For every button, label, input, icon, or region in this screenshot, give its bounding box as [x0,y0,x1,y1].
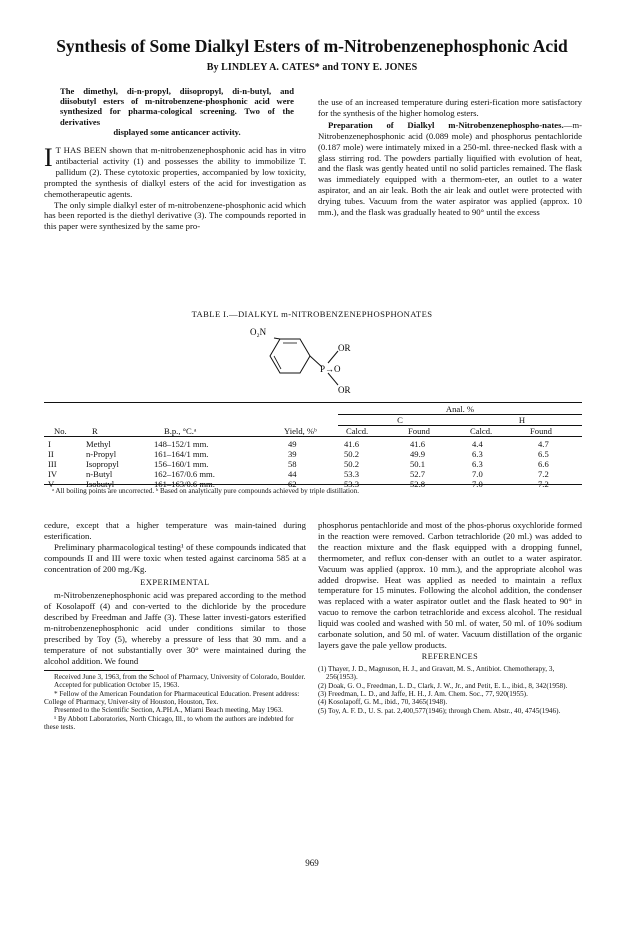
cell-c-found: 52.8 [410,479,426,489]
cell-h-calcd: 7.0 [472,469,483,479]
cell-no: II [48,449,54,459]
reference-item: (3) Freedman, L. D., and Jaffe, H. H., J. Am. Chem. Soc., 77, 920(1955). [318,690,528,698]
nitro-bond [274,338,280,339]
hydrogen-label: H [462,415,582,426]
header-cell: Found [522,426,582,437]
header-cell: Calcd. [462,426,522,437]
cell-no: IV [48,469,58,479]
preparation-paragraph [318,120,582,218]
cell-h-found: 6.5 [538,449,549,459]
intro-text-1: shown that m-nitrobenzenephosphonic acid has in vitro antibacterial activity (1) and possesses the ability to immobilize T. pallidum (2). These cytotoxic properties, accompanied by low toxicity, prompted the synthesis of dialkyl esters of the acid for investigation as chemotherapeutic agents. [44,145,306,199]
cell-yield: 62 [288,479,297,489]
cell-c-calcd: 50.2 [344,449,360,459]
cell-bp: 161–163/0.6 mm. [154,479,215,489]
abstract-text: The dimethyl, di-n-propyl, diisopropyl, di-n-butyl, and diisobutyl esters of m-nitrobenzene-phosphonic acid were synthesized for pharma-cological screening. Two of the derivatives [60,86,294,127]
carbon-label: C [338,415,462,426]
cell-r: n-Propyl [86,449,117,459]
table-row [44,439,582,449]
page-number: 969 [305,858,319,868]
cell-c-calcd: 53.3 [344,469,360,479]
cell-h-found: 4.7 [538,439,549,449]
footnote-received: Received June 3, 1963, from the School of Pharmacy, University of Colorado, Boulder. [54,672,306,681]
header-cell: B.p., °C.ᵃ [164,425,197,436]
cell-h-found: 6.6 [538,459,549,469]
intro-lead: T HAS BEEN [55,145,107,156]
cell-c-calcd: 41.6 [344,439,360,449]
reference-item: (2) Doak, G. O., Freedman, L. D., Clark, J. W., Jr., and Petit, E. L., ibid., 8, 342(1958). [318,681,568,690]
preparation-heading: Preparation of Dialkyl m-Nitrobenzenephospho-nates. [328,119,564,130]
header-cell: R [92,425,98,436]
cell-c-calcd: 50.2 [344,459,360,469]
table-subgroup-row [44,415,582,426]
data-table [44,404,582,489]
cell-no: V [48,479,55,489]
cell-bp: 156–160/1 mm. [154,459,209,469]
or-bond-bottom [328,373,338,385]
cell-c-found: 52.7 [410,469,426,479]
phosphoryl-label: P→O [320,364,341,374]
header-cell: Calcd. [338,426,400,437]
cell-bp: 161–164/1 mm. [154,449,209,459]
cell-h-found: 7.2 [538,479,549,489]
cell-h-calcd: 6.3 [472,459,483,469]
cell-h-found: 7.2 [538,469,549,479]
article-title: Synthesis of Some Dialkyl Esters of m-Nitrobenzenephosphonic Acid [56,36,568,56]
bottom-right-column [318,520,582,715]
reference-item: (4) Kosolapoff, G. M., ibid., 70, 3465(1948). [318,698,448,707]
reference-item: (1) Thayer, J. D., Magnuson, H. J., and Gravatt, M. S., Antibiot. Chemotherapy, 3, 256(1953). [318,664,555,682]
references-list [318,665,582,715]
table-footnote: ᵃ All boiling points are uncorrected. ᵇ Based on analytically pure compounds achieved by triple distillation. [52,487,359,495]
table-row [44,459,582,469]
nitro-label: O₂N [250,327,267,337]
top-right-column [318,97,582,218]
preparation-text: —m-Nitrobenzenephosphonic acid (0.089 mole) and phosphorus pentachloride (0.187 mole) were intimately mixed in a 250-ml. three-necked flask with a glass stirring rod. The powders partially liquified with evolution of heat, and the flask was gently heated until no solid particles remained. The flask was immediately equipped with a thermom-eter, an outlet to a water aspirator, and an air leak. Both the air leak and outlet were protected with drying tubes. Vacuum from the water aspirator was applied (approx. 10 mm.), and the flask was gradually heated to 90° until the excess [318,119,582,218]
author-line: By LINDLEY A. CATES* and TONY E. JONES [206,62,418,73]
cell-yield: 44 [288,469,297,479]
procedure-continuation: cedure, except that a higher temperature was main-tained during esterification. [44,520,306,541]
experimental-paragraph: m-Nitrobenzenephosphonic acid was prepared according to the method of Kosolapoff (4) and con-verted to the dichloride by the procedure described by Freedman and Jaffe (3). These latter investi-gators esterified m-nitrobenzenephosphonic acid under conditions similar to those prescribed by Toy (5), whereby a pressure of less that 30 mm. and a temperature of not substantially over 30° were maintained during the alcohol addition. We found [44,590,306,666]
header-cell: No. [54,425,67,436]
experimental-heading: EXPERIMENTAL [140,577,210,587]
reference-item: (5) Toy, A. F. D., U. S. pat. 2,400,577(1946); through Chem. Abstr., 40, 4745(1946). [318,706,561,715]
cell-h-calcd: 7.0 [472,479,483,489]
abstract [44,86,306,137]
header-cell: Yield, %ᵇ [284,425,317,436]
table-caption: TABLE I.—DIALKYL m-NITROBENZENEPHOSPHONATES [191,309,433,319]
procedure-paragraph: phosphorus pentachloride and most of the phos-phorus oxychloride formed in the reaction were removed. Carbon tetrachloride (20 ml.) was added to the reaction mixture and the flask equipped with a dropping funnel, thermometer, and reflux con-denser with an outlet to a water aspirator. Vacuum was applied (approx. 10 mm.), and the appropriate alcohol was added dropwise. Heat was applied as needed to maintain a reflux temperature for 15 minutes. Following the alcohol addition, the condenser was replaced with a water aspirator outlet and the flask heated to 90° in vacuo to remove the carbon tetrachloride and excess alcohol. The residual liquid was cooled and washed with 50 ml. of water, 50 ml. of 10% sodium carbonate solution, and 50 ml. of water. Vacuum distillation of the organic layers gave the pale yellow products. [318,520,582,650]
footnote-fellow: * Fellow of the American Foundation for Pharmaceutical Education. Present address: College of Pharmacy, Univer-sity of Houston, Houston, Tex. [44,689,300,706]
cell-c-found: 49.9 [410,449,426,459]
cell-yield: 49 [288,439,297,449]
cell-r: n-Butyl [86,469,113,479]
table-header-row [44,426,582,437]
intro-paragraph-2: The only simple dialkyl ester of m-nitrobenzene-phosphonic acid which has been reported is the diethyl derivative (3). The compounds reported in this paper were synthesized by the same pro- [44,199,306,232]
anal-group-label: Anal. % [445,404,475,414]
references-heading: REFERENCES [421,651,479,661]
chemical-structure [250,325,390,401]
or-bond-top [328,351,338,363]
intro-paragraph-1 [44,145,306,200]
cell-no: I [48,439,51,449]
header-cell: Found [400,426,462,437]
top-left-column [44,86,306,232]
cell-c-calcd: 53.3 [344,479,360,489]
cell-no: III [48,459,57,469]
table-group-row [44,404,582,415]
abstract-last-line: displayed some anticancer activity. [113,126,241,137]
bottom-left-column [44,520,306,732]
cell-c-found: 41.6 [410,439,426,449]
benzene-ring [270,339,310,373]
or-label-bottom: OR [338,385,351,395]
ring-double-bond [274,356,281,369]
footnote-accepted: Accepted for publication October 15, 1963. [54,681,180,690]
table-top-rule [44,402,582,403]
cell-r: Isopropyl [86,459,119,469]
cell-r: Isobutyl [86,479,115,489]
footnote-abbott: ¹ By Abbott Laboratories, North Chicago, Ill., to whom the authors are indebted for these tests. [44,714,294,732]
cell-h-calcd: 6.3 [472,449,483,459]
table-row [44,469,582,479]
cell-h-calcd: 4.4 [472,439,483,449]
cell-r: Methyl [86,439,111,449]
cell-bp: 148–152/1 mm. [154,439,209,449]
right-top-paragraph: the use of an increased temperature during esteri-fication more satisfactory for the synthesis of the higher homolog esters. [318,97,582,118]
drop-cap: I [44,143,53,173]
pharmacology-paragraph: Preliminary pharmacological testing¹ of these compounds indicated that compounds II and III were toxic when tested against carcinoma 585 at a concentration of 200 mg./Kg. [44,541,306,574]
cell-yield: 58 [288,459,297,469]
table-bottom-rule [44,484,582,485]
table-row [44,449,582,459]
footnote-presented: Presented to the Scientific Section, A.PH.A., Miami Beach meeting, May 1963. [54,706,283,715]
cell-yield: 39 [288,449,297,459]
or-label-top: OR [338,343,351,353]
cell-c-found: 50.1 [410,459,426,469]
cell-bp: 162–167/0.6 mm. [154,469,215,479]
footnote-rule [44,670,154,671]
